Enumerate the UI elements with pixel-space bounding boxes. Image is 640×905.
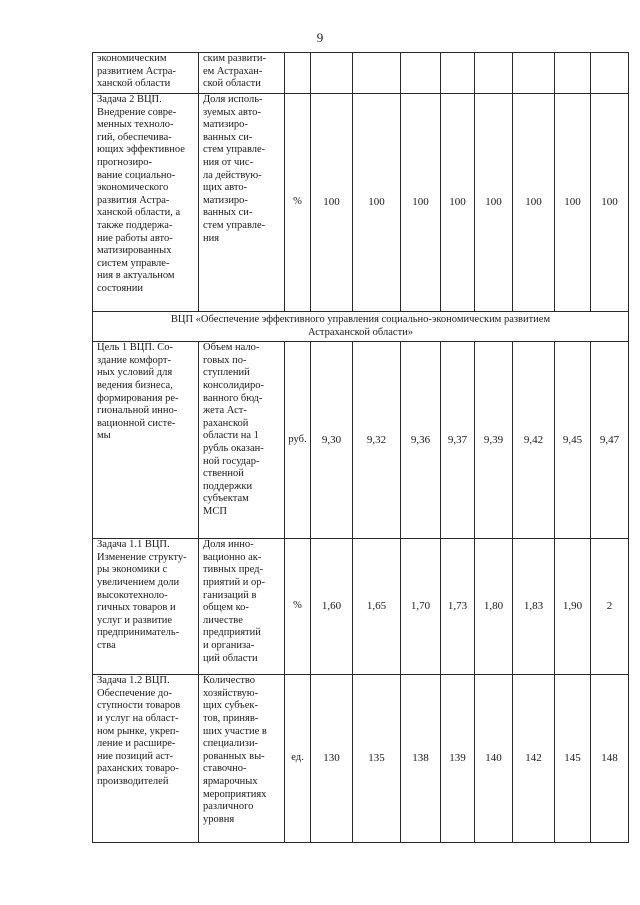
value-cell: 100 [591, 94, 629, 312]
value-cell: 100 [401, 94, 441, 312]
value-cell: 9,42 [513, 342, 555, 539]
value-cell: 2 [591, 539, 629, 675]
value-cell: 100 [513, 94, 555, 312]
unit-cell: ед. [285, 675, 311, 843]
value-cell [513, 53, 555, 94]
table-row [93, 94, 629, 312]
value-cell: 9,30 [311, 342, 353, 539]
value-cell: 1,70 [401, 539, 441, 675]
value-cell [591, 53, 629, 94]
value-cell: 1,65 [353, 539, 401, 675]
value-cell: 9,39 [475, 342, 513, 539]
value-cell: 1,90 [555, 539, 591, 675]
page-number: 9 [316, 30, 324, 45]
indicator-cell: Доля исполь- зуемых авто- матизиро- ванных си- стем управле- ния от чис- ла действую- щих авто- матизиро- ванных си- стем управле- ния [199, 94, 285, 312]
value-cell: 100 [353, 94, 401, 312]
value-cell: 100 [441, 94, 475, 312]
indicator-cell: Объем нало- говых по- ступлений консолидиро- ванного бюд- жета Аст- раханской области на 1 рубль оказан- ной государ- ственной поддержки субъектам МСП [199, 342, 285, 539]
value-cell: 135 [353, 675, 401, 843]
unit-cell: руб. [285, 342, 311, 539]
unit-cell: % [285, 539, 311, 675]
value-cell: 1,60 [311, 539, 353, 675]
goal-cell: Задача 2 ВЦП. Внедрение совре- менных техноло- гий, обеспечива- ющих эффективное прогнозиро- вание социально- экономического развития Астра- ханской области, а также поддержа- ние работы авто- матизированных систем управле- ния в актуальном состоянии [93, 94, 199, 312]
value-cell: 9,37 [441, 342, 475, 539]
indicator-cell: Доля инно- вационно ак- тивных пред- приятий и ор- ганизаций в общем ко- личестве предприятий и организа- ций области [199, 539, 285, 675]
goal-cell: Цель 1 ВЦП. Со- здание комфорт- ных условий для ведения бизнеса, формирования ре- гиональной инно- вационной систе- мы [93, 342, 199, 539]
value-cell [353, 53, 401, 94]
value-cell: 9,47 [591, 342, 629, 539]
value-cell: 1,83 [513, 539, 555, 675]
value-cell: 9,32 [353, 342, 401, 539]
value-cell: 1,73 [441, 539, 475, 675]
table-row [93, 675, 629, 843]
value-cell: 1,80 [475, 539, 513, 675]
section-title: ВЦП «Обеспечение эффективного управления социально-экономическим развитием Астраханской области» [93, 312, 629, 342]
value-cell [555, 53, 591, 94]
indicator-cell: Количество хозяйствую- щих субъек- тов, приняв- ших участие в специализи- рованных вы- ставочно- ярмарочных мероприятиях различного уровня [199, 675, 285, 843]
value-cell: 138 [401, 675, 441, 843]
goal-cell: экономическим развитием Астра- ханской области [93, 53, 199, 94]
section-header-row [93, 312, 629, 342]
value-cell: 100 [311, 94, 353, 312]
value-cell: 145 [555, 675, 591, 843]
value-cell: 130 [311, 675, 353, 843]
value-cell [441, 53, 475, 94]
value-cell [475, 53, 513, 94]
unit-cell [285, 53, 311, 94]
table-row [93, 53, 629, 94]
value-cell: 140 [475, 675, 513, 843]
unit-cell: % [285, 94, 311, 312]
indicators-table [92, 52, 629, 843]
value-cell: 100 [475, 94, 513, 312]
table-row [93, 342, 629, 539]
value-cell [401, 53, 441, 94]
table-row [93, 539, 629, 675]
value-cell: 9,36 [401, 342, 441, 539]
goal-cell: Задача 1.1 ВЦП. Изменение структу- ры экономики с увеличением доли высокотехноло- гичных товаров и услуг и развитие предприниматель- ства [93, 539, 199, 675]
goal-cell: Задача 1.2 ВЦП. Обеспечение до- ступности товаров и услуг на област- ном рынке, укреп- ление и расшире- ние позиций аст- раханских товаро- производителей [93, 675, 199, 843]
value-cell: 148 [591, 675, 629, 843]
value-cell: 139 [441, 675, 475, 843]
value-cell [311, 53, 353, 94]
value-cell: 100 [555, 94, 591, 312]
indicator-cell: ским развити- ем Астрахан- ской области [199, 53, 285, 94]
value-cell: 9,45 [555, 342, 591, 539]
value-cell: 142 [513, 675, 555, 843]
